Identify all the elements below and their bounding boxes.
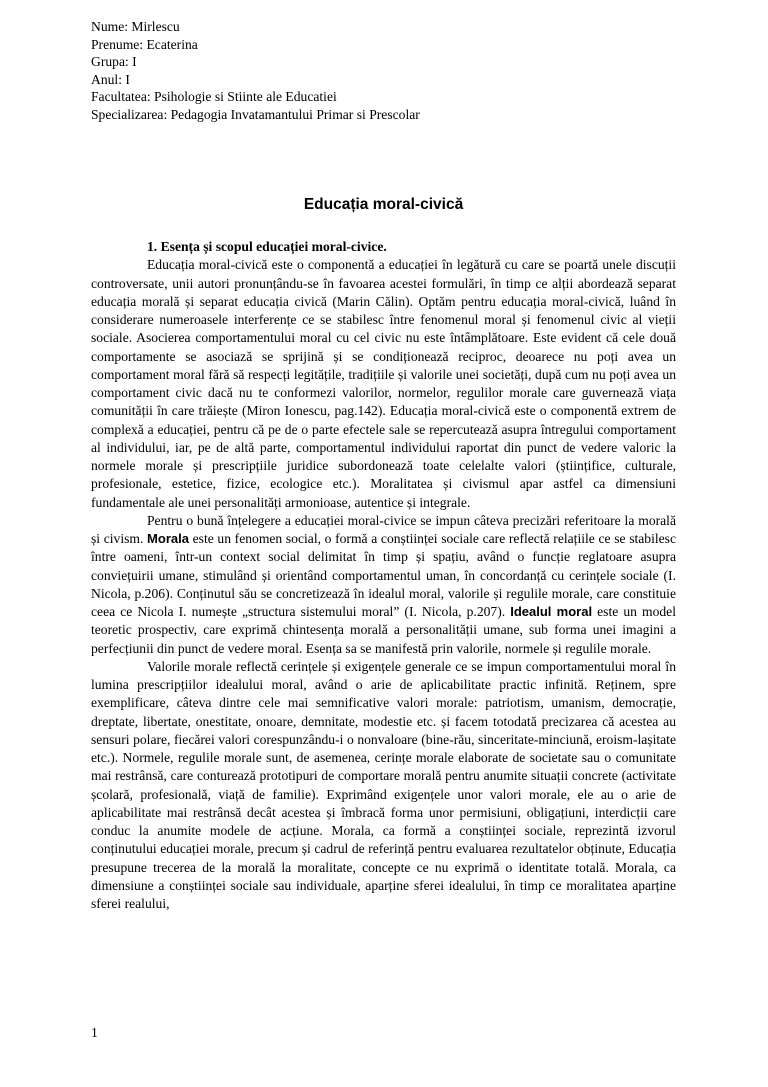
document-title: Educația moral-civică (303, 196, 464, 213)
student-group: Grupa: I (91, 54, 137, 70)
keyword-morala: Morala (147, 531, 189, 546)
student-faculty: Facultatea: Psihologie si Stiinte ale Educatiei (91, 89, 337, 105)
paragraph-3: Valorile morale reflectă cerințele și exigențele generale ce se impun comportamentului moral în lumina prescripțiilor idealului moral, având o arie de aplicabilitate practic infinită. Reținem, spre exemplificare, câteva dintre cele mai semnificative valori morale: patriotism, umanism, democrație, dreptate, libertate, onestitate, onoare, demnitate, modestie etc. și facem totodată precizarea că acestea au sensuri polare, fiecărei valori corespunzându-i o nonvaloare (bine-rău, sinceritate-minciună, eroism-lașitate etc.). Normele, regulile morale sunt, de asemenea, cerințe morale elaborate de societate sau o comunitate mai restrânsă, care conturează prototipuri de comportare morală pentru anumite situații concrete (activitate școlară, profesională, viață de familie). Exprimând exigențele unor valori morale, ele au o arie de aplicabilitate mai restrânsă decât acestea și îmbracă forma unor permisiuni, obligațiuni, interdicții care conduc la anumite modele de acțiune. Morala, ca formă a conștiinței sociale, reprezintă izvorul conținutului educației morale, precum și cadrul de referință pentru evaluarea rezultatelor obținute, Educația presupune trecerea de la morală la moralitate, concepte ce nu exprimă o identitate totală. Morala, ca dimensiune a conștiinței sociale sau individuale, aparține sferei idealului, în timp ce moralitatea aparține sferei realului, (91, 658, 676, 911)
student-first-name: Prenume: Ecaterina (91, 36, 198, 52)
student-specialization: Specializarea: Pedagogia Invatamantului Primar si Prescolar (91, 106, 420, 122)
page-number: 1 (91, 1025, 98, 1040)
student-last-name: Nume: Mirlescu (91, 19, 180, 34)
keyword-idealul-moral: Idealul moral (510, 604, 593, 619)
paragraph-1: Educația moral-civică este o componentă a educației în legătură cu care se poartă unele discuții controversate, unii autori pronunțându-se în favoarea acestei formulări, în timp ce alții abordează separat educația morală și separat educația civică (Marin Călin). Optăm pentru educația moral-civică, luând în considerare numeroasele interferențe ce se stabilesc între fenomenul moral și fenomenul civic al vieții sociale. Asocierea comportamentului moral cu cel civic nu este întâmplătoare. Este evident că cele două comportamente se asociază se sprijină și se condiționează reciproc, deoarece nu poți avea un comportament moral fără să respecți legitățile, tradițiile și valorile unei societăți, după cum nu poți avea un comportament civic dacă nu te conformezi valorilor, normelor, regulilor morale care guvernează viața comunității în care trăiește (Miron Ionescu, pag.142). Educația moral-civică este o componentă extrem de complexă a educației, pentru că pe de o parte efectele sale se repercutează asupra întregului comportament al individului, iar, pe de altă parte, comportamentul individului raportat din punct de vedere valoric la normele morale și prescripțiile juridice subordonează toate celelalte valori (științifice, culturale, profesionale, estetice, fizice, ecologice etc.). Moralitatea și civismul apar astfel ca dimensiuni fundamentale ale unei personalități armonioase, autentice și integrale. (91, 257, 676, 510)
student-year: Anul: I (91, 71, 130, 87)
section-heading: 1. Esența și scopul educației moral-civice. (147, 239, 387, 254)
paragraph-2-text-b: este un fenomen social, o formă a conștiinței sociale care reflectă relațiile ce se stabilesc între oameni, într-un context social delimitat în timp și spațiu, având o funcție reglatoare asupra conviețuirii umane, stimulând și orientând comportamentul uman, în concordanță cu cerințele sociale (I. Nicola, p.206). Conținutul său se concretizează în idealul moral, valorile și regulile morale, care constituie ceea ce Nicola I. numește „structura sistemului moral” (I. Nicola, p.207). (91, 531, 677, 619)
student-info-header (91, 18, 420, 124)
paragraph-2-text-c: este un model teoretic prospectiv, care exprimă chintesența morală a personalității umane, sub forma unei imagini a perfecțiunii din punct de vedere moral. Esența sa se manifestă prin valorile, normele și regulile morale. (91, 604, 676, 656)
document-body (91, 238, 676, 913)
paragraph-2-text-a: Pentru o bună înțelegere a educației moral-civice se impun câteva precizări referitoare la morală și civism. (91, 512, 676, 546)
paragraph-2 (91, 512, 676, 658)
